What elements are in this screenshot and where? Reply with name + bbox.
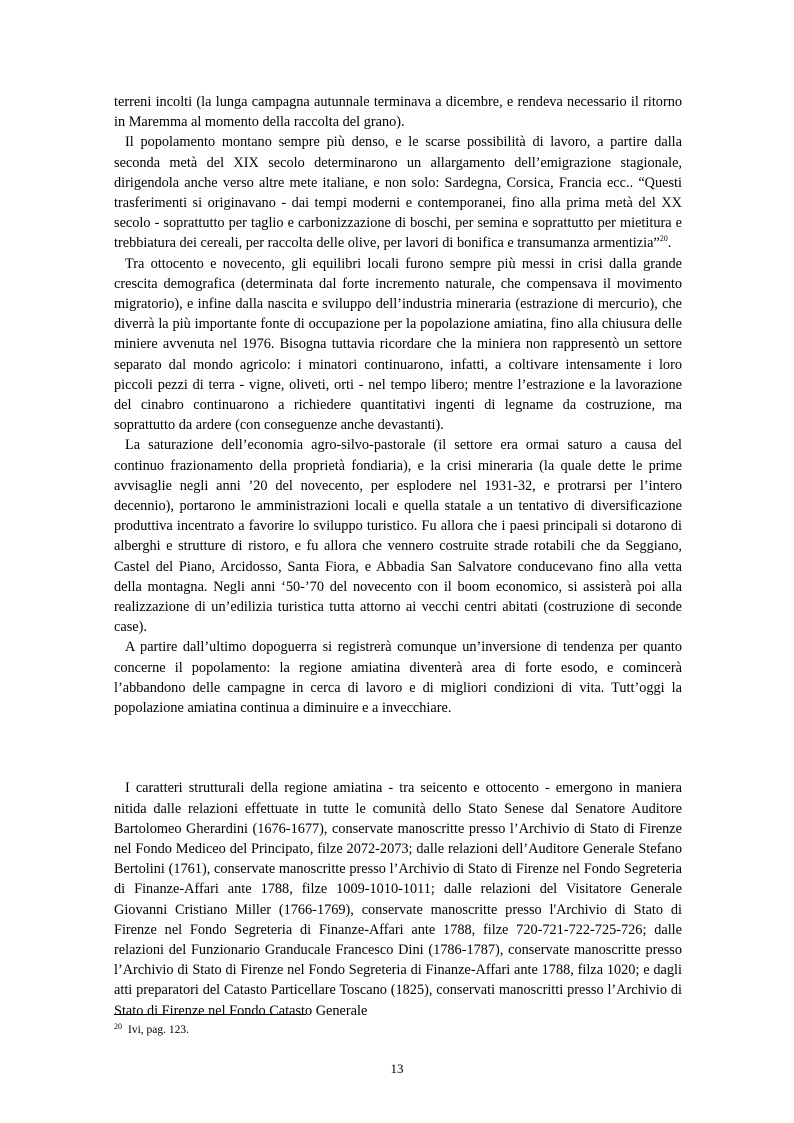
footnote-divider (114, 1014, 306, 1015)
body-paragraph: Tra ottocento e novecento, gli equilibri locali furono sempre più messi in crisi dalla grande crescita demografica (determinata dal forte incremento naturale, che compensava il movimento migratorio), e infine dalla nascita e sviluppo dell’industria mineraria (estrazione di mercurio), che diverrà la più importante fonte di occupazione per la popolazione amiatina, fino alla chiusura delle miniere avvenuta nel 1976. Bisogna tuttavia ricordare che la miniera non rappresentò un settore separato dal mondo agricolo: i minatori continuarono, infatti, a coltivare intensamente i loro piccoli pezzi di terra - vigne, oliveti, orti - nel tempo libero; mentre l’estrazione e la lavorazione del cinabro continuarono a richiedere quantitativi ingenti di legname da costruzione, ma soprattutto da ardere (con conseguenze anche devastanti). (114, 255, 682, 434)
body-paragraph: terreni incolti (la lunga campagna autunnale terminava a dicembre, e rendeva necessario il ritorno in Maremma al momento della raccolta del grano). (114, 94, 682, 131)
footnote-reference: 20 (659, 234, 668, 244)
body-paragraph (114, 132, 682, 253)
section-gap (114, 718, 682, 778)
body-paragraph: I caratteri strutturali della regione amiatina - tra seicento e ottocento - emergono in maniera nitida dalle relazioni effettuate in tutte le comunità dello Stato Senese dal Senatore Auditore Bartolomeo Gherardini (1676-1677), conservate manoscritte presso l’Archivio di Stato di Firenze nel Fondo Mediceo del Principato, filze 2072-2073; dalle relazioni dell’Auditore Generale Stefano Bertolini (1761), conservate manoscritte presso l’Archivio di Stato di Firenze nel Fondo Segreteria di Finanze-Affari ante 1788, filze 1009-1010-1011; dalle relazioni del Visitatore Generale Giovanni Cristiano Miller (1766-1769), conservate manoscritte presso l'Archivio di Stato di Firenze nel Fondo Segreteria di Finanze-Affari ante 1788, filze 720-721-722-725-726; dalle relazioni del Funzionario Granducale Francesco Dini (1786-1787), conservate manoscritte presso l’Archivio di Stato di Firenze nel Fondo Segreteria di Finanze-Affari ante 1788, filza 1020; e dagli atti preparatori del Catasto Particellare Toscano (1825), conservati manoscritti presso l’Archivio di Stato di Firenze nel Fondo Catasto Generale (114, 780, 682, 1019)
body-paragraph: La saturazione dell’economia agro-silvo-pastorale (il settore era ormai saturo a causa del continuo frazionamento della proprietà fondiaria), e la crisi mineraria (la quale dette le prime avvisaglie negli anni ’20 del novecento, per esplodere nel 1931-32, e protrarsi per l’intero decennio), portarono le amministrazioni locali e quella statale a un tentativo di diversificazione produttiva incentrato a favorire lo sviluppo turistico. Fu allora che i paesi principali si dotarono di alberghi e strutture di ristoro, e fu allora che vennero costruite strade rotabili che da Seggiano, Castel del Piano, Arcidosso, Santa Fiora, e Abbadia San Salvatore conducevano fino alla vetta della montagna. Negli anni ‘50-’70 del novecento con il boom economico, si assisterà poi alla realizzazione di un’edilizia turistica tutta attorno ai vecchi centri abitati (costruzione di seconde case). (114, 437, 682, 636)
page-number: 13 (390, 1061, 404, 1076)
paragraph-text-end: . (667, 235, 672, 252)
body-paragraph: A partire dall’ultimo dopoguerra si registrerà comunque un’inversione di tendenza per quanto concerne il popolamento: la regione amiatina diventerà area di forte esodo, e comincerà l’abbandono delle campagne in cerca di lavoro e di migliori condizioni di vita. Tutt’oggi la popolazione amiatina continua a diminuire e a invecchiare. (114, 639, 682, 717)
footnote (114, 1020, 189, 1037)
paragraph-text: Il popolamento montano sempre più denso, e le scarse possibilità di lavoro, a partire dalla seconda metà del XIX secolo determinarono un allargamento dell’emigrazione stagionale, dirigendola anche verso altre mete italiane, e non solo: Sardegna, Corsica, Francia ecc.. “Questi trasferimenti si originavano - dai tempi moderni e contemporanei, fino alla prima metà del XX secolo - soprattutto per taglio e carbonizzazione di boschi, per semina e soprattutto per mietitura e trebbiatura dei cereali, per raccolta delle olive, per lavori di bonifica e transumanza armentizia” (114, 134, 682, 252)
footnote-text: Ivi, pag. 123. (128, 1024, 190, 1036)
page-body (114, 92, 682, 1021)
footnote-number: 20 (114, 1022, 122, 1031)
